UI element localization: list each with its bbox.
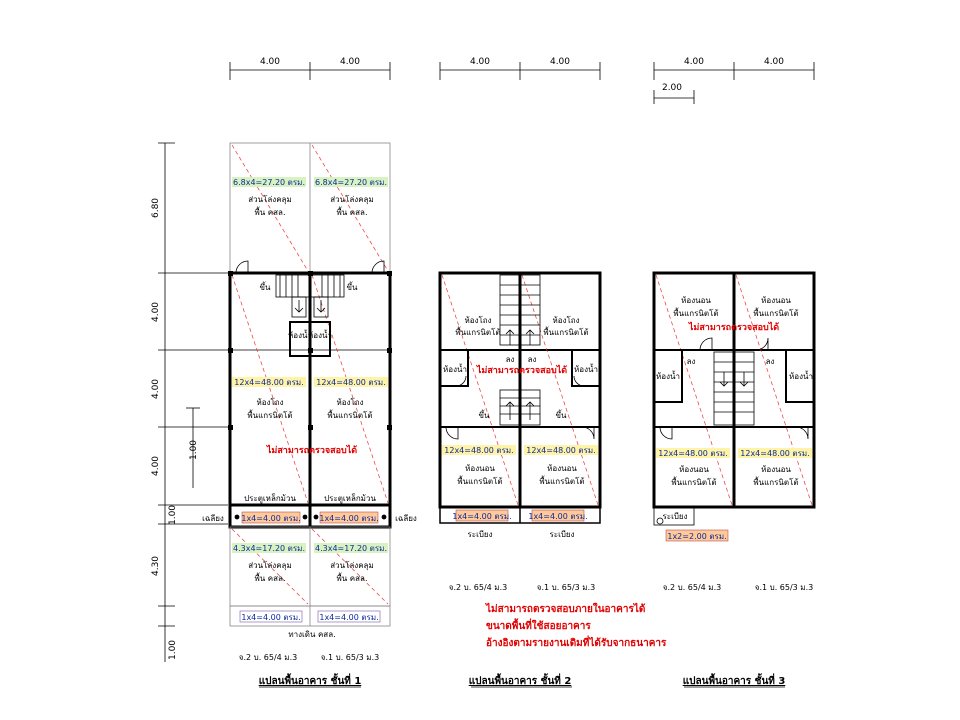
stair-down-label: ลง — [527, 355, 537, 364]
area-label: 1x4=4.00 ตรม. — [319, 514, 379, 523]
bathroom-label: ห้องน้ำ — [443, 365, 467, 374]
dim-label: 6.80 — [151, 197, 161, 219]
balcony-label: ระเบียง — [662, 512, 688, 521]
floor-label: พื้นแกรนิตโต้ — [457, 477, 503, 486]
room-label: ห้องโถง — [256, 398, 284, 407]
area-label: 1x4=4.00 ตรม. — [319, 613, 379, 622]
dim-label: 1.00 — [168, 639, 178, 661]
area-label: 12x4=48.00 ตรม. — [234, 378, 304, 387]
room-label: ส่วนโล่งคลุม — [330, 195, 374, 204]
dim-label: 2.00 — [661, 83, 683, 93]
floor-label: พื้นแกรนิตโต้ — [673, 309, 719, 318]
dim-label: 4.30 — [151, 555, 161, 577]
area-label: 12x4=48.00 ตรม. — [444, 446, 514, 455]
dim-label: 4.00 — [151, 455, 161, 477]
area-label: 6.8x4=27.20 ตรม. — [314, 178, 388, 187]
balcony-label: ระเบียง — [549, 530, 575, 539]
dim-label: 1.00 — [189, 439, 199, 461]
stair-up-label: ขึ้น — [259, 283, 271, 292]
area-label: 1x2=2.00 ตรม. — [667, 532, 727, 541]
room-label: ห้องนอน — [761, 465, 791, 474]
room-label: ห้องนอน — [761, 296, 791, 305]
shutter-label: ประตูเหล็กม้วน — [324, 494, 376, 503]
note-line: อ้างอิงตามรายงานเดิมที่ได้รับจากธนาคาร — [486, 638, 667, 649]
room-label: ห้องนอน — [679, 465, 709, 474]
no-inspect-label: ไม่สามารถตรวจสอบได้ — [688, 323, 780, 333]
unit-label: จ.1 บ. 65/3 ม.3 — [536, 583, 596, 592]
dim-label: 4.00 — [469, 57, 491, 67]
area-label: 12x4=48.00 ตรม. — [316, 378, 386, 387]
room-label: ห้องนอน — [465, 464, 495, 473]
area-label: 1x4=4.00 ตรม. — [241, 613, 301, 622]
area-label: 1x4=4.00 ตรม. — [452, 512, 512, 521]
stair-up-label: ขึ้น — [478, 411, 490, 420]
room-label: ห้องโถง — [336, 398, 364, 407]
left-dimensions — [158, 143, 228, 662]
bathroom-label: ห้องน้ำ — [288, 331, 312, 340]
dim-label: 4.00 — [763, 57, 785, 67]
note-line: ขนาดพื้นที่ใช้สอยอาคาร — [486, 621, 591, 632]
bathroom-label: ห้องน้ำ — [789, 372, 813, 381]
no-inspect-label: ไม่สามารถตรวจสอบได้ — [266, 446, 358, 456]
floor-label: พื้นแกรนิตโต้ — [455, 328, 501, 337]
dim-label: 1.00 — [168, 504, 178, 526]
room-label: ส่วนโล่งคลุม — [330, 561, 374, 570]
porch-label: เฉลียง — [395, 514, 417, 523]
floor-label: พื้น คสล. — [336, 574, 368, 583]
floor-label: พื้นแกรนิตโต้ — [753, 309, 799, 318]
unit-label: จ.2 บ. 65/4 ม.3 — [448, 583, 508, 592]
unit-label: จ.1 บ. 65/3 ม.3 — [320, 653, 380, 662]
plan-title: แปลนพื้นอาคาร ชั้นที่ 3 — [682, 676, 786, 687]
floor-label: พื้น คสล. — [336, 208, 368, 217]
stair-down-label: ลง — [765, 357, 775, 366]
walkway-label: ทางเดิน คสล. — [288, 630, 336, 639]
room-label: ส่วนโล่งคลุม — [248, 561, 292, 570]
room-label: ห้องนอน — [547, 464, 577, 473]
dim-label: 4.00 — [549, 57, 571, 67]
floor-label: พื้นแกรนิตโต้ — [543, 328, 589, 337]
unit-label: จ.1 บ. 65/3 ม.3 — [754, 583, 814, 592]
floor-label: พื้นแกรนิตโต้ — [327, 411, 373, 420]
stair-up-label: ขึ้น — [346, 283, 358, 292]
area-label: 1x4=4.00 ตรม. — [528, 512, 588, 521]
room-label: ห้องนอน — [681, 296, 711, 305]
top-dimensions — [230, 62, 814, 104]
unit-label: จ.2 บ. 65/4 ม.3 — [238, 653, 298, 662]
area-label: 12x4=48.00 ตรม. — [740, 449, 810, 458]
balcony-label: ระเบียง — [467, 530, 493, 539]
dim-label: 4.00 — [259, 57, 281, 67]
area-label: 12x4=48.00 ตรม. — [658, 449, 728, 458]
area-label: 1x4=4.00 ตรม. — [241, 514, 301, 523]
floor-label: พื้น คสล. — [254, 574, 286, 583]
no-inspect-label: ไม่สามารถตรวจสอบได้ — [476, 366, 568, 376]
dim-label: 4.00 — [151, 301, 161, 323]
plan-title: แปลนพื้นอาคาร ชั้นที่ 2 — [468, 676, 572, 687]
area-label: 6.8x4=27.20 ตรม. — [232, 178, 306, 187]
floor-label: พื้นแกรนิตโต้ — [539, 477, 585, 486]
dim-label: 4.00 — [151, 378, 161, 400]
unit-label: จ.2 บ. 65/4 ม.3 — [662, 583, 722, 592]
stair-down-label: ลง — [686, 357, 696, 366]
bathroom-label: ห้องน้ำ — [308, 331, 332, 340]
room-label: ห้องโถง — [464, 316, 492, 325]
dim-label: 4.00 — [683, 57, 705, 67]
dim-label: 4.00 — [339, 57, 361, 67]
stair-down-label: ลง — [505, 355, 515, 364]
shutter-label: ประตูเหล็กม้วน — [244, 494, 296, 503]
room-label: ส่วนโล่งคลุม — [248, 195, 292, 204]
plan-title: แปลนพื้นอาคาร ชั้นที่ 1 — [258, 676, 362, 687]
floor-label: พื้น คสล. — [254, 208, 286, 217]
note-line: ไม่สามารถตรวจสอบภายในอาคารได้ — [486, 604, 646, 615]
area-label: 4.3x4=17.20 ตรม. — [232, 544, 306, 553]
stair-up-label: ขึ้น — [555, 411, 567, 420]
floor-label: พื้นแกรนิตโต้ — [247, 411, 293, 420]
area-label: 4.3x4=17.20 ตรม. — [314, 544, 388, 553]
bathroom-label: ห้องน้ำ — [656, 372, 680, 381]
floor-label: พื้นแกรนิตโต้ — [671, 478, 717, 487]
room-label: ห้องโถง — [552, 316, 580, 325]
area-label: 12x4=48.00 ตรม. — [526, 446, 596, 455]
bathroom-label: ห้องน้ำ — [574, 365, 598, 374]
porch-label: เฉลียง — [202, 514, 224, 523]
floor-label: พื้นแกรนิตโต้ — [753, 478, 799, 487]
